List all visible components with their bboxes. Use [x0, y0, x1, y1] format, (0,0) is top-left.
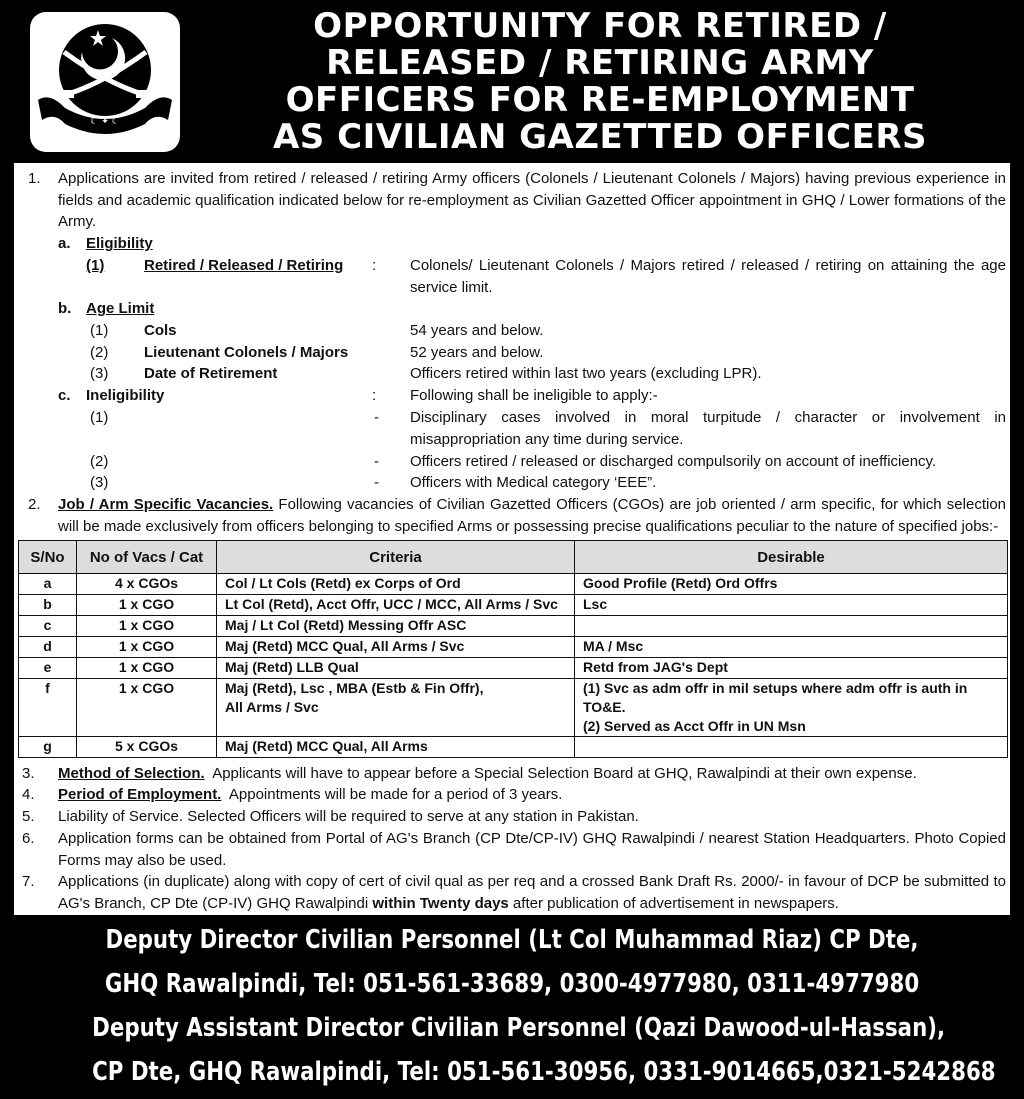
- vacancies-table: [18, 540, 1008, 758]
- sub-label: a.: [58, 235, 71, 252]
- ineligibility-text: Officers with Medical category ‘EEE”.: [410, 474, 657, 491]
- footer-line: Deputy Director Civilian Personnel (Lt Col Muhammad Riaz) CP Dte,: [105, 925, 919, 955]
- criteria-cell: Maj (Retd) MCC Qual, All Arms: [217, 737, 575, 758]
- para5-text: Liability of Service. Selected Officers will be required to serve at any station in Pakistan.: [58, 808, 639, 825]
- table-row: [19, 637, 1008, 658]
- page-title: [200, 8, 1000, 156]
- eligibility-text: Colonels/ Lieutenant Colonels / Majors retired / released / retiring on attaining the age service limit.: [410, 257, 1006, 296]
- item-number: (2): [90, 453, 109, 470]
- title-line: AS CIVILIAN GAZETTED OFFICERS: [272, 117, 928, 157]
- item-number: (2): [90, 344, 109, 361]
- criteria-line: All Arms / Svc: [225, 699, 319, 715]
- table-header-row: [19, 541, 1008, 574]
- para-number: 1.: [28, 170, 41, 187]
- item-number: (1): [90, 322, 109, 339]
- contact-footer: [0, 918, 1024, 1094]
- selection-text: Applicants will have to appear before a Special Selection Board at GHQ, Rawalpindi at their own expense.: [212, 765, 917, 782]
- sno-cell: c: [19, 616, 77, 637]
- para-number: 7.: [22, 873, 35, 890]
- column-header: No of Vacs / Cat: [77, 541, 217, 574]
- dash: -: [374, 474, 379, 491]
- dash: -: [374, 409, 379, 426]
- para-number: 6.: [22, 830, 35, 847]
- column-header: Criteria: [217, 541, 575, 574]
- sub-label: b.: [58, 300, 72, 317]
- desirable-cell: [575, 737, 1008, 758]
- svg-text:☾ ✦ ☾: ☾ ✦ ☾: [90, 117, 120, 127]
- desirable-cell: Retd from JAG's Dept: [575, 658, 1008, 679]
- desirable-line: (1) Svc as adm offr in mil setups where adm offr is auth in TO&E.: [583, 680, 968, 715]
- army-crest-logo: [30, 12, 180, 152]
- army-crest-icon: [30, 12, 180, 152]
- sno-cell: d: [19, 637, 77, 658]
- eligibility-label: Retired / Released / Retiring: [144, 257, 344, 274]
- age-label: Cols: [144, 322, 177, 339]
- sub-label: c.: [58, 387, 71, 404]
- vacs-cell: 1 x CGO: [77, 658, 217, 679]
- para7-text-a: Applications (in duplicate) along with copy of cert of civil qual as per req and a crossed Bank Draft Rs. 2000/- in favour of DCP be submitted to AG's Branch, CP Dte (CP-IV) GHQ Rawalpindi: [58, 873, 1006, 912]
- table-row: [19, 658, 1008, 679]
- table-row: [19, 616, 1008, 637]
- colon: :: [372, 257, 377, 274]
- sno-cell: f: [19, 679, 77, 737]
- age-value: Officers retired within last two years (excluding LPR).: [410, 365, 762, 382]
- para7-text: [58, 871, 1006, 914]
- colon: :: [372, 387, 377, 404]
- table-row: [19, 574, 1008, 595]
- criteria-line: Maj (Retd), Lsc , MBA (Estb & Fin Offr),: [225, 680, 484, 696]
- para4-text: [58, 784, 562, 806]
- age-value: 54 years and below.: [410, 322, 544, 339]
- sno-cell: e: [19, 658, 77, 679]
- item-number: (1): [90, 409, 109, 426]
- age-value: 52 years and below.: [410, 344, 544, 361]
- column-header: Desirable: [575, 541, 1008, 574]
- title-line: RELEASED / RETIRING ARMY: [326, 43, 874, 83]
- age-label: Date of Retirement: [144, 365, 278, 382]
- desirable-line: (2) Served as Acct Offr in UN Msn: [583, 718, 806, 734]
- item-number: (1): [86, 257, 105, 274]
- footer-line: GHQ Rawalpindi, Tel: 051-561-33689, 0300-4977980, 0311-4977980: [104, 969, 920, 999]
- ineligibility-text: Disciplinary cases involved in moral turpitude / character or involvement in misappropriation any time during service.: [410, 409, 1006, 448]
- para3-text: [58, 763, 917, 785]
- para-number: 4.: [22, 786, 35, 803]
- vacs-cell: 4 x CGOs: [77, 574, 217, 595]
- sno-cell: a: [19, 574, 77, 595]
- para7-deadline: within Twenty days: [372, 894, 509, 912]
- sno-cell: b: [19, 595, 77, 616]
- vacs-cell: 1 x CGO: [77, 616, 217, 637]
- age-limit-heading: Age Limit: [86, 300, 155, 317]
- para-number: 5.: [22, 808, 35, 825]
- title-line: OFFICERS FOR RE-EMPLOYMENT: [285, 80, 915, 120]
- criteria-cell: Maj (Retd) LLB Qual: [217, 658, 575, 679]
- table-row: [19, 595, 1008, 616]
- para-number: 2.: [28, 496, 41, 513]
- table-row: [19, 737, 1008, 758]
- eligibility-heading: Eligibility: [86, 235, 153, 252]
- desirable-cell: [575, 616, 1008, 637]
- title-line: OPPORTUNITY FOR RETIRED /: [313, 6, 887, 46]
- ineligibility-intro: Following shall be ineligible to apply:-: [410, 387, 658, 404]
- vacs-cell: 1 x CGO: [77, 595, 217, 616]
- age-label: Lieutenant Colonels / Majors: [144, 344, 349, 361]
- desirable-cell: Lsc: [575, 595, 1008, 616]
- table-row: [19, 679, 1008, 737]
- para1-text: Applications are invited from retired / released / retiring Army officers (Colonels / Lieutenant Colonels / Majors) having previous experience in fields and academic qualification indicated below for re-employment as Civilian Gazetted Officer appointment in GHQ / Lower formations of the Army.: [58, 170, 1006, 230]
- footer-line: CP Dte, GHQ Rawalpindi, Tel: 051-561-30956, 0331-9014665,0321-5242868: [92, 1057, 996, 1087]
- ineligibility-text: Officers retired / released or discharged compulsorily on account of inefficiency.: [410, 453, 937, 470]
- header: [0, 0, 1024, 160]
- advertisement-body: [14, 163, 1010, 915]
- criteria-cell: Col / Lt Cols (Retd) ex Corps of Ord: [217, 574, 575, 595]
- sno-cell: g: [19, 737, 77, 758]
- employment-heading: Period of Employment.: [58, 786, 222, 803]
- criteria-cell: Maj / Lt Col (Retd) Messing Offr ASC: [217, 616, 575, 637]
- para7-text-b: after publication of advertisement in newspapers.: [508, 894, 839, 912]
- vacancies-text: Following vacancies of Civilian Gazetted Officers (CGOs) are job oriented / arm specific, for which selection will be made exclusively from officers belonging to specified Arms or possessing precise qualifications peculiar to the nature of specified jobs:-: [58, 496, 1006, 535]
- criteria-cell: [217, 679, 575, 737]
- para2-text: [58, 494, 1006, 537]
- vacs-cell: 1 x CGO: [77, 637, 217, 658]
- selection-heading: Method of Selection.: [58, 765, 205, 782]
- ineligibility-heading: Ineligibility: [86, 387, 165, 404]
- vacs-cell: 5 x CGOs: [77, 737, 217, 758]
- vacs-cell: 1 x CGO: [77, 679, 217, 737]
- column-header: S/No: [19, 541, 77, 574]
- criteria-cell: Lt Col (Retd), Acct Offr, UCC / MCC, All Arms / Svc: [217, 595, 575, 616]
- desirable-cell: [575, 679, 1008, 737]
- vacancies-heading: Job / Arm Specific Vacancies.: [58, 496, 274, 513]
- para-number: 3.: [22, 765, 35, 782]
- para6-text: Application forms can be obtained from Portal of AG's Branch (CP Dte/CP-IV) GHQ Rawalpindi / nearest Station Headquarters. Photo Copied Forms may also be used.: [58, 830, 1006, 869]
- criteria-cell: Maj (Retd) MCC Qual, All Arms / Svc: [217, 637, 575, 658]
- dash: -: [374, 453, 379, 470]
- item-number: (3): [90, 365, 109, 382]
- footer-line: Deputy Assistant Director Civilian Personnel (Qazi Dawood-ul-Hassan),: [92, 1013, 946, 1043]
- desirable-cell: Good Profile (Retd) Ord Offrs: [575, 574, 1008, 595]
- desirable-cell: MA / Msc: [575, 637, 1008, 658]
- employment-text: Appointments will be made for a period of 3 years.: [228, 786, 563, 803]
- item-number: (3): [90, 474, 109, 491]
